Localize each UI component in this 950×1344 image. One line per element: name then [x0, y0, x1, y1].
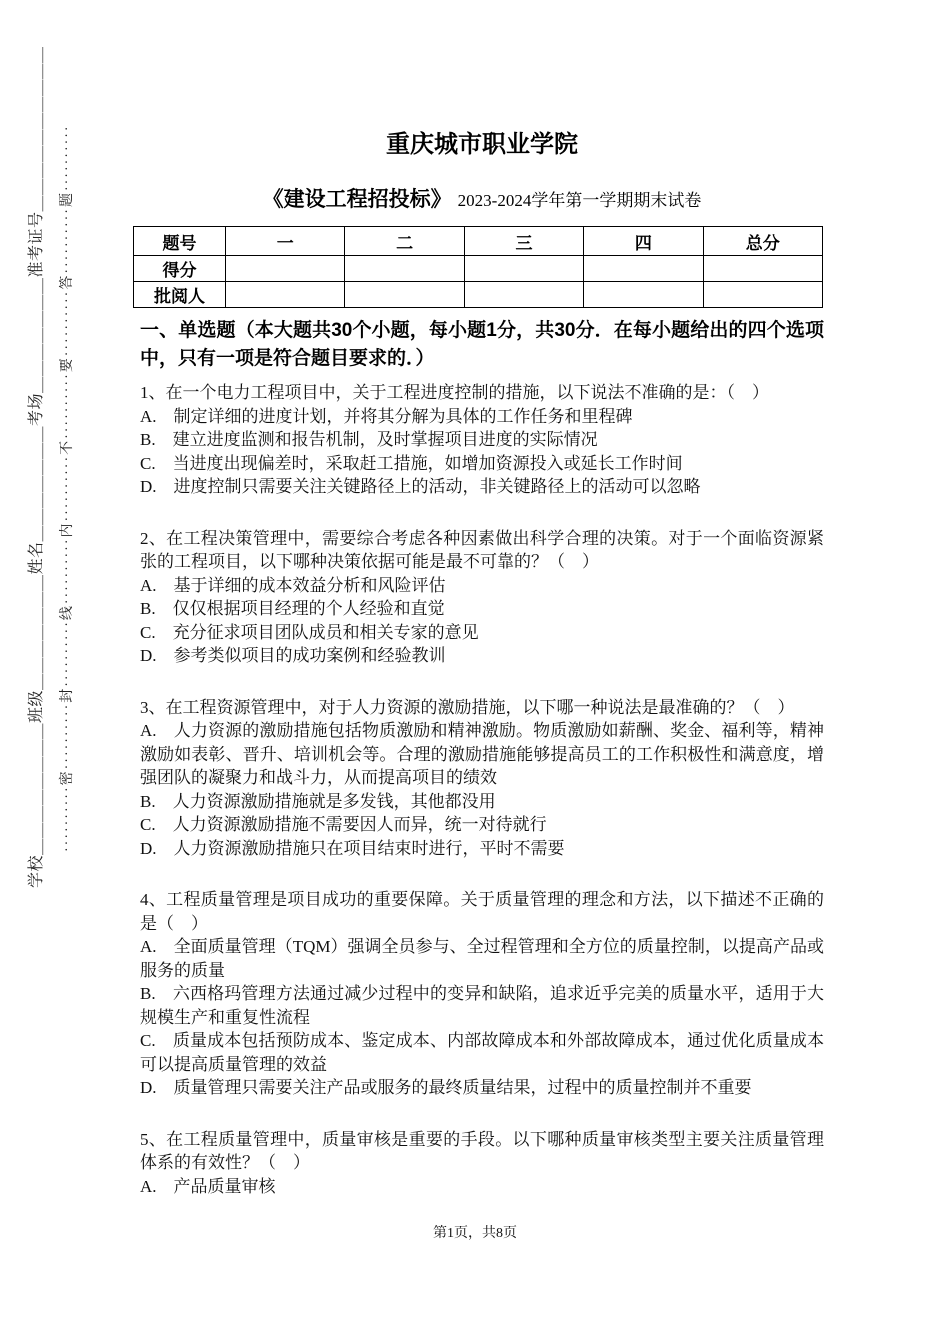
- question-option: A. 基于详细的成本效益分析和风险评估: [140, 575, 446, 595]
- score-table-header-cell: 二: [345, 227, 464, 256]
- question-option: B. 仅仅根据项目经理的个人经验和直觉: [140, 599, 445, 618]
- question-stem: 1、在一个电力工程项目中，关于工程进度控制的措施，以下说法不准确的是：（ ）: [140, 383, 769, 402]
- question-option: C. 当进度出现偏差时，采取赶工措施，如增加资源投入或延长工作时间: [140, 453, 683, 473]
- exam-session: 2023-2024学年第一学期期末试卷: [457, 191, 702, 210]
- question-option: D. 参考类似项目的成功案例和经验教训: [140, 646, 446, 665]
- question-option: B. 六西格玛管理方法通过减少过程中的变异和缺陷，追求近乎完美的质量水平，适用于大规模生产和重复性流程: [140, 984, 824, 1027]
- student-info-fields: 学校＿＿＿＿＿＿＿＿班级＿＿＿＿＿＿＿姓名＿＿＿＿＿＿＿考场＿＿＿＿＿＿＿准考证号＿＿＿＿＿＿＿＿＿＿: [28, 46, 45, 888]
- question-1: [140, 381, 824, 499]
- question-option: B. 建立进度监测和报告机制，及时掌握项目进度的实际情况: [140, 430, 598, 449]
- page-footer: 第1页，共8页: [433, 1226, 517, 1241]
- section-heading: 一、单选题（本大题共30个小题，每小题1分，共30分．在每小题给出的四个选项中，只有一项是符合题目要求的．）: [140, 320, 824, 369]
- question-option: A. 产品质量审核: [140, 1176, 276, 1196]
- score-table-reviewer-row: [134, 282, 823, 308]
- question-stem: 2、在工程决策管理中，需要综合考虑各种因素做出科学合理的决策。对于一个面临资源紧张的工程项目，以下哪种决策依据可能是最不可靠的？（ ）: [140, 528, 824, 571]
- reviewer-cell: [226, 282, 345, 308]
- question-option: A. 制定详细的进度计划，并将其分解为具体的工作任务和里程碑: [140, 406, 633, 426]
- seal-line-text: ··········密··········封··········线··········内··········不··········要··········答··········题··········: [60, 124, 75, 852]
- score-table-header-cell: 一: [226, 227, 345, 256]
- question-3: [140, 696, 824, 861]
- score-cell: [584, 256, 703, 282]
- score-cell: [703, 256, 822, 282]
- reviewer-cell: [464, 282, 583, 308]
- question-option: C. 质量成本包括预防成本、鉴定成本、内部故障成本和外部故障成本，通过优化质量成本可以提高质量管理的效益: [140, 1031, 824, 1074]
- question-option: C. 充分征求项目团队成员和相关专家的意见: [140, 622, 479, 642]
- question-option: D. 质量管理只需要关注产品或服务的最终质量结果，过程中的质量控制并不重要: [140, 1078, 752, 1097]
- score-table: [133, 226, 823, 308]
- question-2: [140, 527, 824, 668]
- question-stem: 4、工程质量管理是项目成功的重要保障。关于质量管理的理念和方法，以下描述不正确的是（ ）: [140, 890, 824, 933]
- reviewer-cell: [345, 282, 464, 308]
- reviewer-cell: [703, 282, 822, 308]
- score-row-label: 得分: [134, 256, 226, 282]
- question-stem: 5、在工程质量管理中，质量审核是重要的手段。以下哪种质量审核类型主要关注质量管理体系的有效性？（ ）: [140, 1129, 824, 1172]
- score-table-header-cell: 四: [584, 227, 703, 256]
- score-table-header-cell: 三: [464, 227, 583, 256]
- score-table-header-row: [134, 227, 823, 256]
- score-table-header-cell: 总分: [703, 227, 822, 256]
- question-option: C. 人力资源激励措施不需要因人而异，统一对待就行: [140, 815, 547, 834]
- score-cell: [464, 256, 583, 282]
- course-title: 《建设工程招投标》: [262, 188, 452, 211]
- question-option: B. 人力资源激励措施就是多发钱，其他都没用: [140, 791, 496, 811]
- score-table-score-row: [134, 256, 823, 282]
- reviewer-row-label: 批阅人: [134, 282, 226, 308]
- reviewer-cell: [584, 282, 703, 308]
- school-title: 重庆城市职业学院: [386, 131, 578, 158]
- score-cell: [345, 256, 464, 282]
- exam-content: [140, 0, 824, 1198]
- question-stem: 3、在工程资源管理中，对于人力资源的激励措施，以下哪一种说法是最准确的？（ ）: [140, 697, 795, 717]
- score-cell: [226, 256, 345, 282]
- question-option: A. 人力资源的激励措施包括物质激励和精神激励。物质激励如薪酬、奖金、福利等，精神激励如表彰、晋升、培训机会等。合理的激励措施能够提高员工的工作积极性和满意度，增强团队的凝聚力和战斗力，从而提高项目的绩效: [140, 721, 824, 787]
- question-option: D. 进度控制只需要关注关键路径上的活动，非关键路径上的活动可以忽略: [140, 477, 701, 496]
- question-5: [140, 1128, 824, 1199]
- exam-subtitle: [140, 183, 824, 213]
- question-option: D. 人力资源激励措施只在项目结束时进行，平时不需要: [140, 838, 565, 858]
- score-table-header-cell: 题号: [134, 227, 226, 256]
- question-4: [140, 888, 824, 1100]
- question-option: A. 全面质量管理（TQM）强调全员参与、全过程管理和全方位的质量控制，以提高产品或服务的质量: [140, 937, 824, 980]
